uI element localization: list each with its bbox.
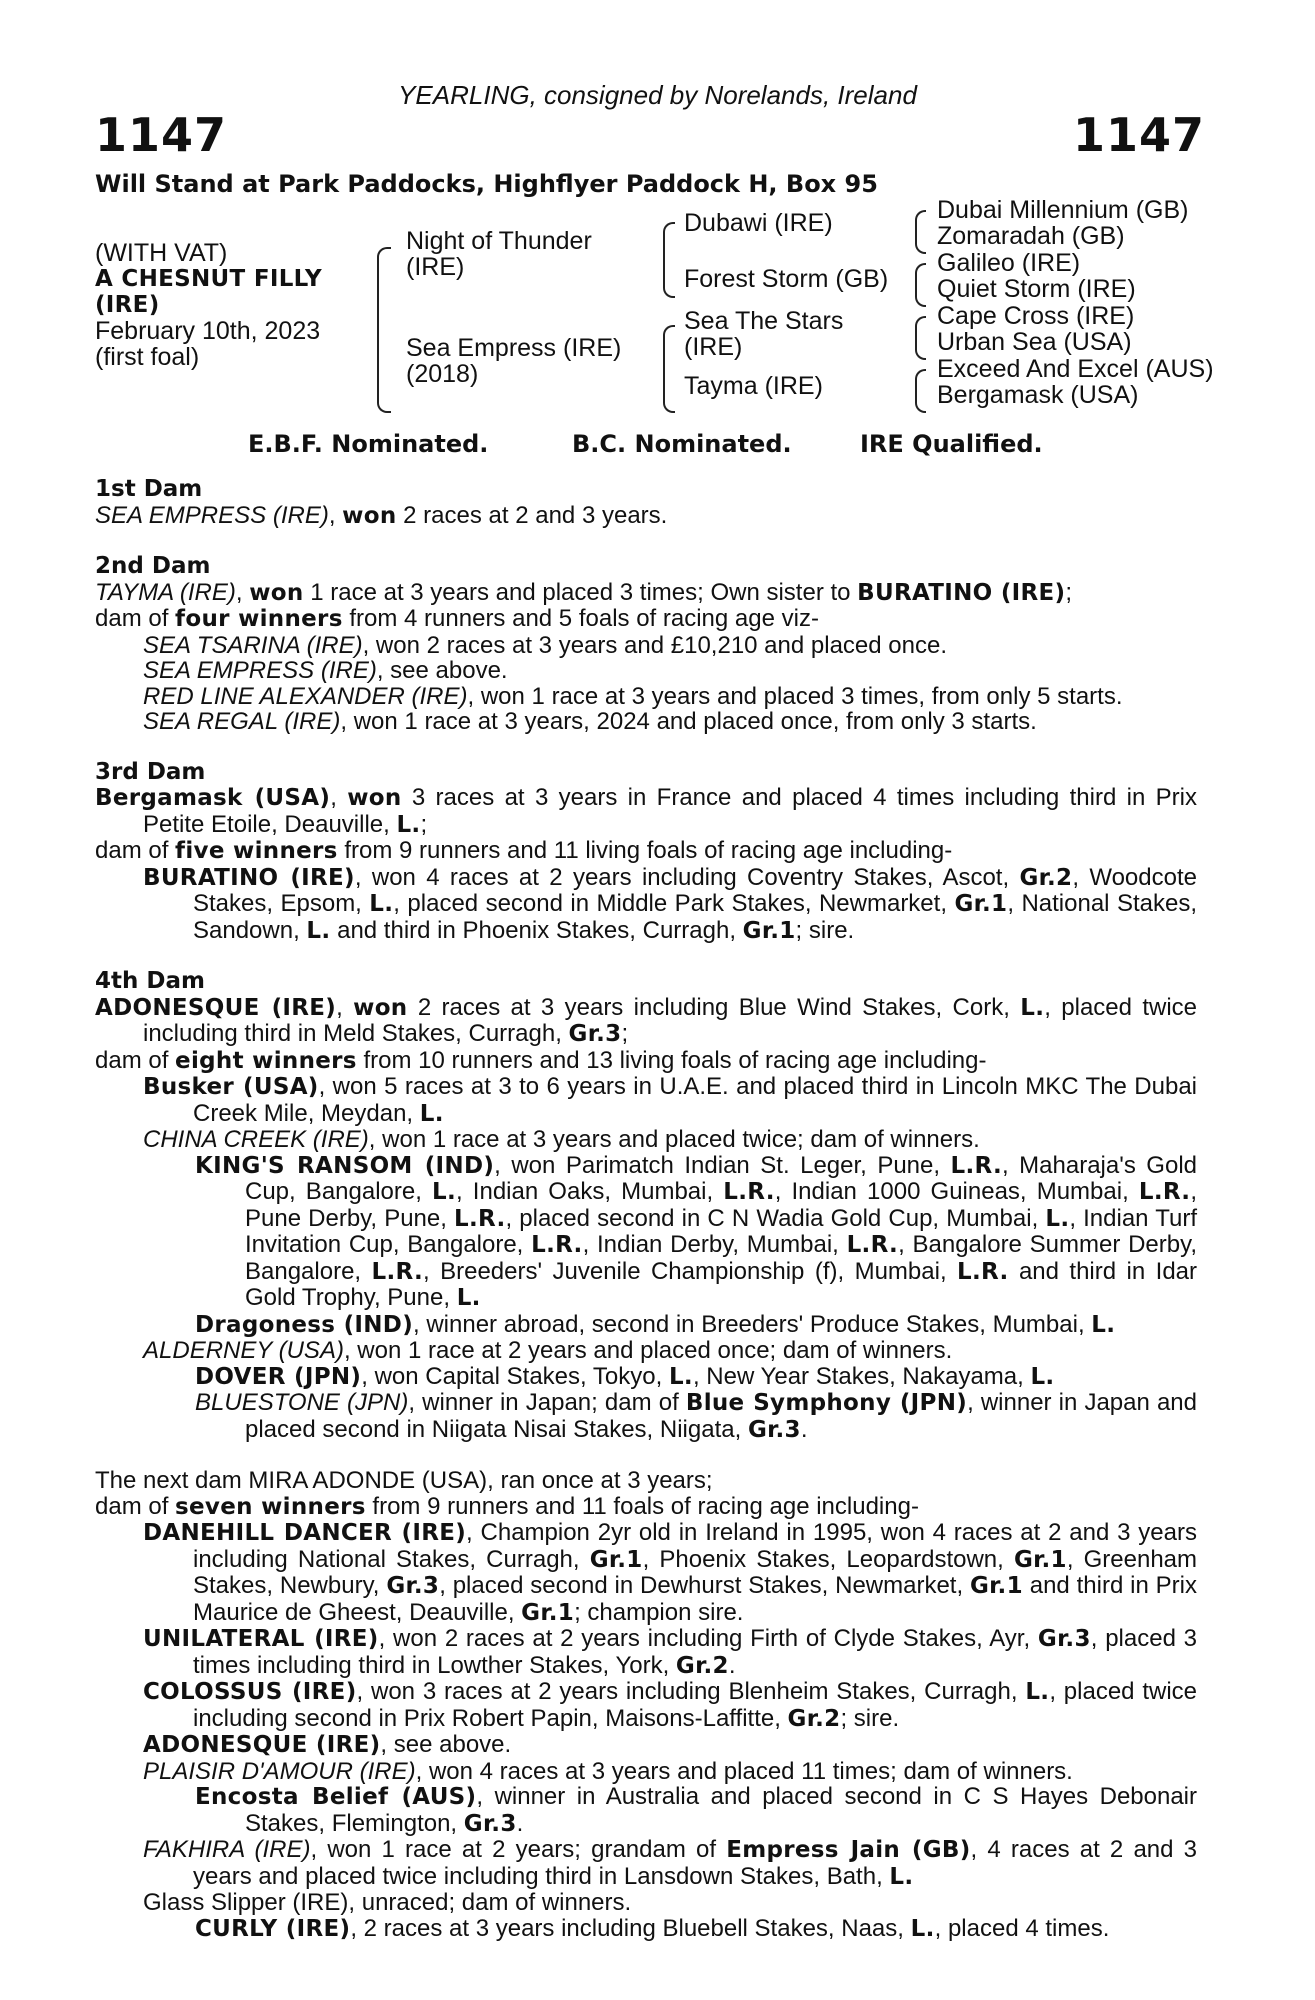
next-dam-entry: The next dam MIRA ADONDE (USA), ran once at 3 years; — [95, 1467, 713, 1494]
foal-note: (first foal) — [95, 343, 200, 371]
bracket-gen1 — [377, 247, 391, 413]
bracket-ds — [915, 316, 926, 360]
produce-entry: Glass Slipper (IRE), unraced; dam of winners. — [143, 1889, 632, 1916]
third-dam-produce-summary: dam of five winners from 9 runners and 11 living foals of racing age including- — [95, 837, 953, 864]
bracket-ss — [915, 210, 926, 254]
third-dam-heading: 3rd Dam — [95, 758, 206, 785]
lot-subtitle: YEARLING, consigned by Norelands, Ireland — [398, 80, 917, 110]
horse-name: A CHESNUT FILLY — [95, 266, 322, 292]
fourth-dam-entry: ADONESQUE (IRE), won 2 races at 3 years including Blue Wind Stakes, Cork, L., placed twice including third in Meld Stakes, Curragh, Gr.3; — [95, 993, 1198, 1047]
vat-note: (WITH VAT) — [95, 239, 228, 267]
produce-entry: SEA REGAL (IRE), won 1 race at 3 years, 2024 and placed once, from only 3 starts. — [143, 708, 1037, 735]
second-dam-entry: TAYMA (IRE), won 1 race at 3 years and placed 3 times; Own sister to BURATINO (IRE); — [95, 578, 1073, 606]
foaling-date: February 10th, 2023 — [95, 317, 321, 345]
produce-entry: BURATINO (IRE), won 4 races at 2 years including Coventry Stakes, Ascot, Gr.2, Woodcote Stakes, Epsom, L., placed second in Middle Park Stakes, Newmarket, Gr.1, National Stakes, Sandown, L. and third in Phoenix Stakes, Curragh, Gr.1; sire. — [143, 863, 1197, 944]
bracket-dam — [663, 325, 675, 413]
produce-entry: UNILATERAL (IRE), won 2 races at 2 years including Firth of Clyde Stakes, Ayr, Gr.3, placed 3 times including third in Lowther Stakes, York, Gr.2. — [143, 1625, 1198, 1679]
produce-entry: PLAISIR D'AMOUR (IRE), won 4 races at 3 years and placed 11 times; dam of winners. — [143, 1757, 1073, 1785]
produce-entry: ALDERNEY (USA), won 1 race at 2 years and placed once; dam of winners. — [143, 1337, 953, 1364]
produce-entry: DOVER (JPN), won Capital Stakes, Tokyo, L., New Year Stakes, Nakayama, L. — [195, 1362, 1055, 1390]
produce-entry: CURLY (IRE), 2 races at 3 years including Bluebell Stakes, Naas, L., placed 4 times. — [195, 1914, 1110, 1942]
stand-location: Will Stand at Park Paddocks, Highflyer Paddock H, Box 95 — [95, 170, 878, 198]
produce-entry: ADONESQUE (IRE), see above. — [143, 1731, 512, 1758]
dam-dam: Tayma (IRE) — [684, 372, 823, 400]
fourth-dam-produce-summary: dam of eight winners from 10 runners and 13 living foals of racing age including- — [95, 1046, 987, 1074]
ire-qualified: IRE Qualified. — [860, 430, 1043, 458]
horse-info — [95, 240, 322, 370]
bracket-dd — [915, 369, 926, 413]
produce-entry: BLUESTONE (JPN), winner in Japan; dam of Blue Symphony (JPN), winner in Japan and placed second in Niigata Nisai Stakes, Niigata, Gr.3. — [195, 1389, 1197, 1443]
sire: Night of Thunder (IRE) — [406, 227, 592, 281]
gen3-sd: Galileo (IRE) Quiet Storm (IRE) — [937, 249, 1136, 303]
produce-entry: RED LINE ALEXANDER (IRE), won 1 race at 3 years and placed 3 times, from only 5 starts. — [143, 682, 1123, 710]
gen3-dd: Exceed And Excel (AUS) Bergamask (USA) — [937, 355, 1214, 409]
lot-number-left: 1147 — [95, 108, 228, 162]
fourth-dam-heading: 4th Dam — [95, 968, 205, 994]
next-dam-produce-summary: dam of seven winners from 9 runners and 11 foals of racing age including- — [95, 1492, 919, 1520]
first-dam-entry: SEA EMPRESS (IRE), won 2 races at 2 and 3 years. — [95, 501, 668, 529]
lot-number-right: 1147 — [1072, 108, 1205, 162]
bracket-sire — [663, 222, 675, 298]
gen3-ds: Cape Cross (IRE) Urban Sea (USA) — [937, 302, 1135, 356]
bc-nominated: B.C. Nominated. — [572, 430, 792, 458]
sire-sire: Dubawi (IRE) — [684, 209, 833, 237]
produce-record — [95, 477, 1197, 1942]
produce-entry: FAKHIRA (IRE), won 1 race at 2 years; grandam of Empress Jain (GB), 4 races at 2 and 3 years and placed twice including third in Lansdown Stakes, Bath, L. — [143, 1836, 1197, 1890]
horse-name-country: (IRE) — [95, 292, 160, 318]
dam: Sea Empress (IRE) (2018) — [406, 334, 622, 388]
third-dam-entry: Bergamask (USA), won 3 races at 3 years in France and placed 4 times including third in Prix Petite Etoile, Deauville, L.; — [95, 784, 1197, 838]
produce-entry: Dragoness (IND), winner abroad, second in Breeders' Produce Stakes, Mumbai, L. — [195, 1310, 1116, 1338]
produce-entry: KING'S RANSOM (IND), won Parimatch Indian St. Leger, Pune, L.R., Maharaja's Gold Cup, Bangalore, L., Indian Oaks, Mumbai, L.R., Indian 1000 Guineas, Mumbai, L.R., Pune Derby, Pune, L.R., placed second in C N Wadia Gold Cup, Mumbai, L., Indian Turf Invitation Cup, Bangalore, L.R., Indian Derby, Mumbai, L.R., Bangalore Summer Derby, Bangalore, L.R., Breeders' Juvenile Championship (f), Mumbai, L.R. and third in Idar Gold Trophy, Pune, L. — [195, 1151, 1198, 1311]
first-dam-heading: 1st Dam — [95, 476, 203, 502]
dam-sire: Sea The Stars (IRE) — [684, 307, 844, 361]
produce-entry: CHINA CREEK (IRE), won 1 race at 3 years and placed twice; dam of winners. — [143, 1126, 980, 1153]
bracket-sd — [915, 263, 926, 307]
produce-entry: COLOSSUS (IRE), won 3 races at 2 years including Blenheim Stakes, Curragh, L., placed twice including second in Prix Robert Papin, Maisons-Laffitte, Gr.2; sire. — [143, 1678, 1198, 1732]
second-dam-produce-summary: dam of four winners from 4 runners and 5 foals of racing age viz- — [95, 605, 819, 632]
sire-dam: Forest Storm (GB) — [684, 265, 889, 293]
produce-entry: DANEHILL DANCER (IRE), Champion 2yr old in Ireland in 1995, won 4 races at 2 and 3 years including National Stakes, Curragh, Gr.1, Phoenix Stakes, Leopardstown, Gr.1, Greenham Stakes, Newbury, Gr.3, placed second in Dewhurst Stakes, Newmarket, Gr.1 and third in Prix Maurice de Gheest, Deauville, Gr.1; champion sire. — [143, 1519, 1198, 1626]
produce-entry: Busker (USA), won 5 races at 3 to 6 years in U.A.E. and placed third in Lincoln MKC The Dubai Creek Mile, Meydan, L. — [143, 1073, 1197, 1127]
second-dam-heading: 2nd Dam — [95, 553, 211, 579]
pedigree-block — [95, 196, 1235, 420]
produce-entry: SEA TSARINA (IRE), won 2 races at 3 years and £10,210 and placed once. — [143, 631, 947, 659]
gen3-ss: Dubai Millennium (GB) Zomaradah (GB) — [937, 196, 1189, 250]
produce-entry: Encosta Belief (AUS), winner in Australia and placed second in C S Hayes Debonair Stakes, Flemington, Gr.3. — [195, 1783, 1198, 1837]
ebf-nominated: E.B.F. Nominated. — [248, 430, 489, 458]
produce-entry: SEA EMPRESS (IRE), see above. — [143, 657, 508, 684]
